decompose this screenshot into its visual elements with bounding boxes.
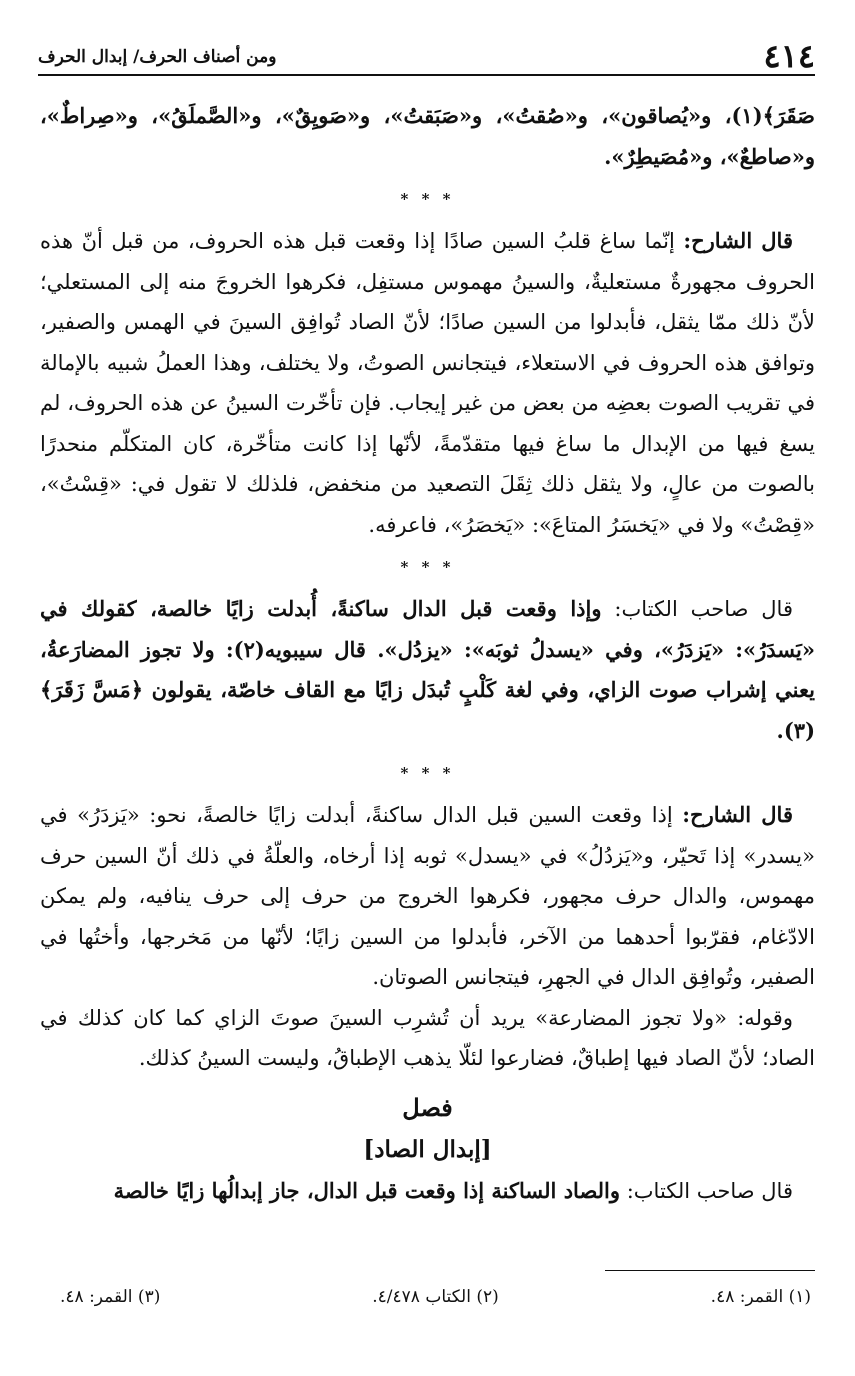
paragraph-author-1 xyxy=(40,589,815,751)
page-header xyxy=(38,37,815,76)
speaker-label: قال الشارح: xyxy=(683,228,793,253)
footnote-1: (١) القمر: ٤٨. xyxy=(710,1287,811,1307)
paragraph-commentary-3 xyxy=(40,998,815,1079)
speaker-label: قال الشارح: xyxy=(682,802,793,827)
page-body xyxy=(40,96,815,1211)
footnotes xyxy=(60,1284,811,1310)
paragraph-commentary-2 xyxy=(40,795,815,998)
paragraph-continuation xyxy=(40,96,815,177)
author-label: قال صاحب الكتاب: xyxy=(601,597,793,621)
commentary-text: وقوله: «ولا تجوز المضارعة» يريد أن تُشرِب السينَ صوتَ الزاي كما كان كذلك في الصاد؛ لأنّ الصاد فيها إطباقٌ، فضارعوا لئلّا يذهب الإطباقُ، وليست السينُ كذلك. xyxy=(40,1005,815,1070)
section-title: فصل xyxy=(402,1092,453,1122)
commentary-text: إذا وقعت السين قبل الدال ساكنةً، أبدلت زايًا خالصةً، نحو: «يَزدَرُ» في «يسدر» إذا تَحيّر، و«يَزدُلُ» في «يسدل» ثوبه إذا أرخاه، والعلّةُ في ذلك أنّ السين حرف مهموس، والدال حرف مجهور، فكرهوا الخروج من حرف إلى حرف ينافيه، ولم يمكن الادّغام، فقرّبوا أحدهما من الآخر، فأبدلوا من السين زايًا؛ لأنّها من مَخرجها، وأختُها في الصفير، وتُوافِق الدال في الجهرِ، فيتجانس الصوتان. xyxy=(40,803,815,989)
continued-text: صَقَرَ﴾(١)، و«يُصاقون»، و«صُقتُ»، و«صَبَقتُ»، و«صَويِقٌ»، و«الصَّملَقُ»، و«صِراطٌ»، و«صاطعٌ»، و«مُصَيطِرٌ». xyxy=(40,103,815,169)
footnote-divider xyxy=(605,1270,815,1271)
footnote-2: (٢) الكتاب ٤/٤٧٨. xyxy=(372,1287,499,1307)
paragraph-commentary-1 xyxy=(40,221,815,545)
section-subtitle: [إبدال الصاد] xyxy=(363,1135,492,1163)
paragraph-author-2 xyxy=(40,1171,815,1212)
author-text: والصاد الساكنة إذا وقعت قبل الدال، جاز إبدالُها زايًا خالصة xyxy=(113,1177,621,1203)
author-text: وإذا وقعت قبل الدال ساكنةً، أُبدلت زايًا خالصة، كقولك في «يَسدَرُ»: «يَزدَرُ»، وفي «يسدلُ ثوبَه»: «يزدُل». قال سيبويه(٢): ولا تجوز المضارَعةُ، يعني إشراب صوت الزاي، وفي لغة كَلْبٍ تُبدَل زايًا مع القاف خاصّة، يقولون ﴿مَسَّ زَقَرَ﴾(٣). xyxy=(40,596,815,743)
running-title: ومن أصناف الحرف/ إبدال الحرف xyxy=(38,47,277,67)
section-separator: * * * xyxy=(400,764,455,782)
page-number: ٤١٤ xyxy=(763,37,815,75)
footnote-3: (٣) القمر: ٤٨. xyxy=(60,1287,161,1307)
section-separator: * * * xyxy=(400,190,455,208)
author-label: قال صاحب الكتاب: xyxy=(620,1178,793,1203)
section-separator: * * * xyxy=(400,558,455,576)
commentary-text: إنّما ساغ قلبُ السين صادًا إذا وقعت قبل هذه الحروف، من قبل أنّ هذه الحروف مجهورةٌ مستعليةٌ، والسينُ مهموس مستفِل، فكرهوا الخروجَ منه إلى المستعلي؛ لأنّ ذلك ممّا يثقل، فأبدلوا من السين صادًا؛ لأنّ الصاد تُوافِق السينَ في الهمس والصفير، وتوافق هذه الحروف في الاستعلاء، فيتجانس الصوتُ، ولا يختلف، وهذا العملُ شبيه بالإمالة في تقريب الصوت بعضِه من بعض من غير إيجاب. فإن تأخّرت السينُ عن هذه الحروف، لم يسغ فيها من الإبدال ما ساغ فيها متقدّمةً، لأنّها إذا كانت متأخّرة، كان المتكلّم منحدرًا بالصوت من عالٍ، ولا يثقل ذلك ثِقَلَ التصعيد من منخفض، فلذلك لا تقول في: «قِسْتُ»، «قِصْتُ» ولا في «يَخسَرُ المتاعَ»: «يَخصَرُ»، فاعرفه. xyxy=(40,229,815,537)
